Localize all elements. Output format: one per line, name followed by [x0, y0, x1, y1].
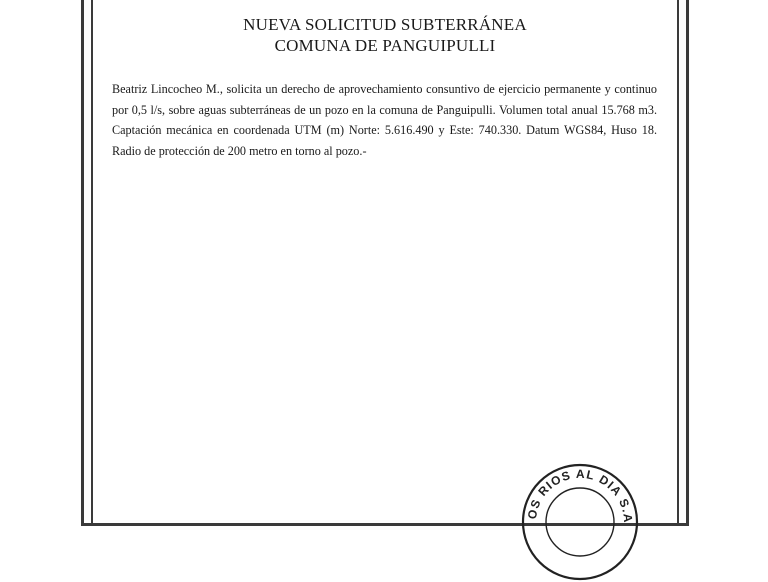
stamp-text: LOS RIOS AL DIA S.A. — [515, 451, 636, 524]
publisher-stamp — [515, 451, 640, 582]
notice-title — [95, 14, 675, 56]
notice-body: Beatriz Lincocheo M., solicita un derecho de aprovechamiento consuntivo de ejercicio permanente y continuo por 0,5 l/s, sobre aguas subterráneas de un pozo en la comuna de Panguipulli. Volumen total anual 15.768 m3. Captación mecánica en coordenada UTM (m) Norte: 5.616.490 y Este: 740.330. Datum WGS84, Huso 18. Radio de protección de 200 metro en torno al pozo.- — [112, 82, 657, 158]
title-line-2: COMUNA DE PANGUIPULLI — [274, 36, 496, 55]
title-line-1: NUEVA SOLICITUD SUBTERRÁNEA — [243, 15, 527, 34]
